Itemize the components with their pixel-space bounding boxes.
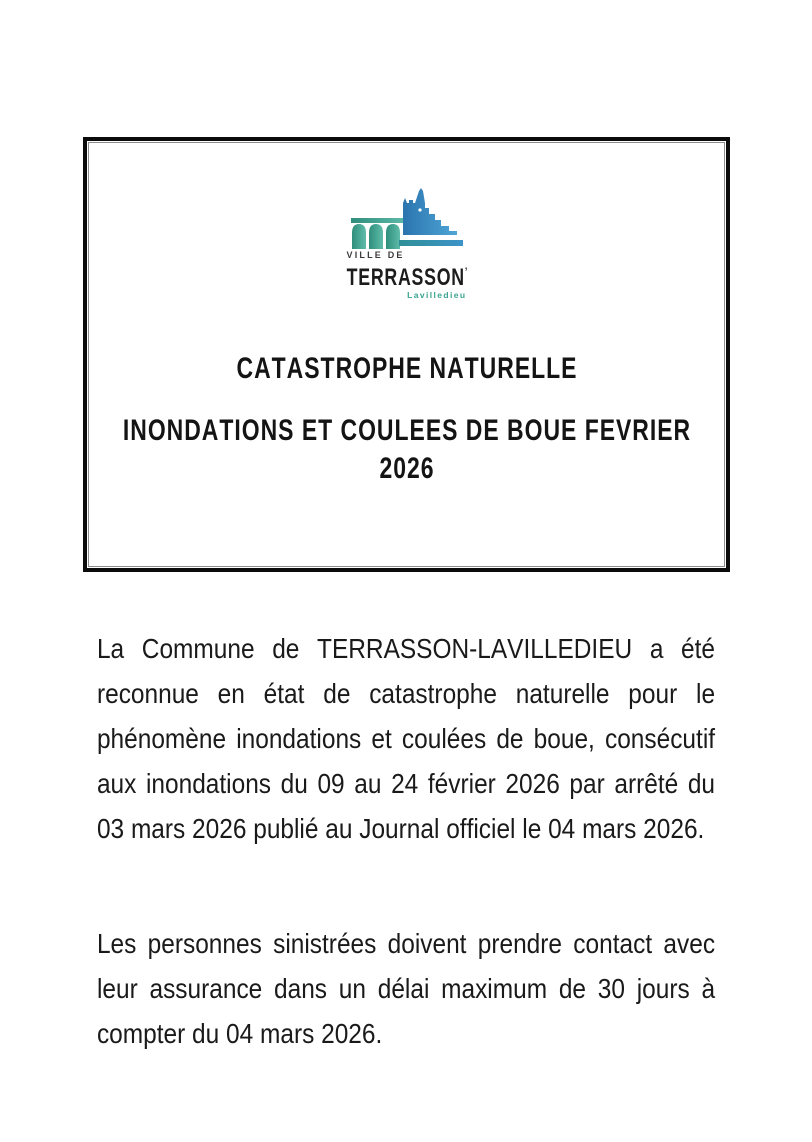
notice-box bbox=[83, 137, 730, 572]
logo-subname: Lavilledieu bbox=[407, 290, 467, 300]
notice-subtitle-line2: 2026 bbox=[378, 452, 435, 485]
logo-wordmark bbox=[344, 260, 470, 290]
paragraph-decree: La Commune de TERRASSON-LAVILLEDIEU a été reconnue en état de catastrophe naturelle pour le phénomène inondations et coulées de boue, consécutif aux inondations du 09 au 24 février 2026 par arrêté du 03 mars 2026 publié au Journal officiel le 04 mars 2026. bbox=[96, 633, 716, 844]
logo-city-label: VILLE DE bbox=[346, 250, 405, 260]
terrasson-logo bbox=[347, 188, 467, 300]
logo-wordmark-text: TERRASSON bbox=[346, 264, 465, 291]
terrasson-emblem-icon bbox=[351, 188, 463, 250]
paragraph-insurance: Les personnes sinistrées doivent prendre contact avec leur assurance dans un délai maximum de 30 jours à compter du 04 mars 2026. bbox=[96, 928, 716, 1049]
notice-subtitle-line1: INONDATIONS ET COULEES DE BOUE FEVRIER bbox=[122, 414, 691, 447]
notice-title: CATASTROPHE NATURELLE bbox=[236, 352, 577, 385]
logo-wordmark-mark: ’ bbox=[464, 265, 467, 279]
notice-subtitle bbox=[89, 412, 724, 488]
